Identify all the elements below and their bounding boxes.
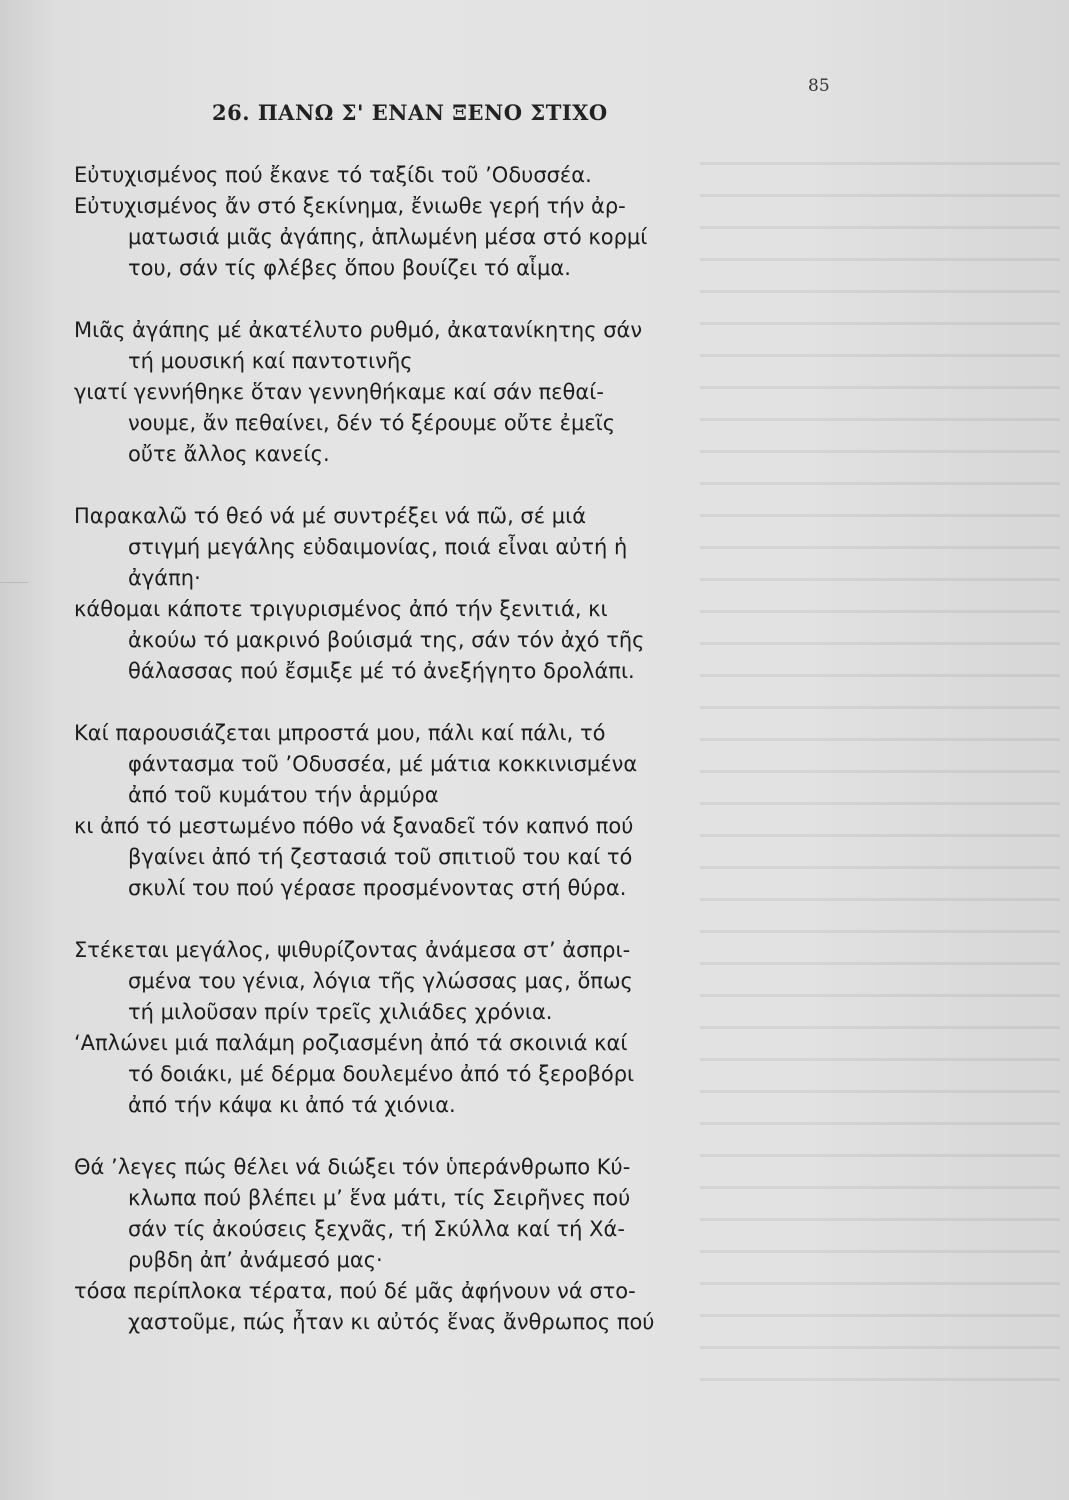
poem-line: σμένα του γένια, λόγια τῆς γλώσσας μας, ὅπως bbox=[128, 969, 633, 993]
poem-line: νουμε, ἄν πεθαίνει, δέν τό ξέρουμε οὔτε ἐμεῖς bbox=[128, 411, 616, 435]
poem-line: Μιᾶς ἀγάπης μέ ἀκατέλυτο ρυθμό, ἀκατανίκητης σάν bbox=[74, 318, 643, 342]
poem-line: κλωπα πού βλέπει μ’ ἕνα μάτι, τίς Σειρῆνες πού bbox=[128, 1186, 631, 1210]
page-number: 85 bbox=[808, 76, 830, 96]
stanza bbox=[74, 315, 714, 470]
poem-line: χαστοῦμε, πώς ἦταν κι αὐτός ἕνας ἄνθρωπος πού bbox=[128, 1310, 655, 1334]
stanza bbox=[74, 501, 714, 687]
poem-line: τό δοιάκι, μέ δέρμα δουλεμένο ἀπό τό ξεροβόρι bbox=[128, 1062, 635, 1086]
poem-line: Εὐτυχισμένος ἄν στό ξεκίνημα, ἔνιωθε γερή τήν ἀρ- bbox=[74, 194, 626, 218]
reverse-side-bleed-through bbox=[700, 140, 1060, 1400]
poem-line: σάν τίς ἀκούσεις ξεχνᾶς, τή Σκύλλα καί τή Χά- bbox=[128, 1217, 625, 1241]
poem-line: βγαίνει ἀπό τή ζεστασιά τοῦ σπιτιοῦ του καί τό bbox=[128, 845, 633, 869]
poem-line: οὔτε ἄλλος κανείς. bbox=[128, 442, 330, 466]
poem-line: Στέκεται μεγάλος, ψιθυρίζοντας ἀνάμεσα στ’ ἀσπρι- bbox=[74, 938, 631, 962]
stanza bbox=[74, 1152, 714, 1338]
poem-line: ματωσιά μιᾶς ἀγάπης, ἁπλωμένη μέσα στό κορμί bbox=[128, 225, 648, 249]
stanza bbox=[74, 160, 714, 284]
poem-title: 26. ΠΑΝΩ Σ' ΕΝΑΝ ΞΕΝΟ ΣΤΙΧΟ bbox=[212, 100, 608, 125]
poem-line: ἀγάπη· bbox=[128, 566, 201, 590]
page-fold-mark bbox=[0, 582, 28, 607]
poem-line: Εὐτυχισμένος πού ἔκανε τό ταξίδι τοῦ ’Οδυσσέα. bbox=[74, 163, 592, 187]
poem-line: Θά ’λεγες πώς θέλει νά διώξει τόν ὑπεράνθρωπο Κύ- bbox=[74, 1155, 631, 1179]
poem-line: ἀπό τήν κάψα κι ἀπό τά χιόνια. bbox=[128, 1093, 456, 1117]
poem-line: του, σάν τίς φλέβες ὅπου βουίζει τό αἷμα. bbox=[128, 256, 571, 280]
poem-line: γιατί γεννήθηκε ὅταν γεννηθήκαμε καί σάν πεθαί- bbox=[74, 380, 604, 404]
poem-line: ρυβδη ἀπ’ ἀνάμεσό μας· bbox=[128, 1248, 383, 1272]
poem-line: ἀπό τοῦ κυμάτου τήν ἁρμύρα bbox=[128, 783, 439, 807]
poem-line: Παρακαλῶ τό θεό νά μέ συντρέξει νά πῶ, σέ μιά bbox=[74, 504, 587, 528]
poem-line: τή μιλοῦσαν πρίν τρεῖς χιλιάδες χρόνια. bbox=[128, 1000, 553, 1024]
poem-line: φάντασμα τοῦ ’Οδυσσέα, μέ μάτια κοκκινισμένα bbox=[128, 752, 638, 776]
poem-line: τή μουσική καί παντοτινῆς bbox=[128, 349, 413, 373]
poem-line: Καί παρουσιάζεται μπροστά μου, πάλι καί πάλι, τό bbox=[74, 721, 606, 745]
poem-line: θάλασσας πού ἔσμιξε μέ τό ἀνεξήγητο δρολάπι. bbox=[128, 659, 635, 683]
poem-line: στιγμή μεγάλης εὐδαιμονίας, ποιά εἶναι αὐτή ἡ bbox=[128, 535, 628, 559]
stanza bbox=[74, 935, 714, 1121]
poem-line: σκυλί του πού γέρασε προσμένοντας στή θύρα. bbox=[128, 876, 627, 900]
poem-line: ‘Απλώνει μιά παλάμη ροζιασμένη ἀπό τά σκοινιά καί bbox=[74, 1031, 628, 1055]
poem-line: κι ἀπό τό μεστωμένο πόθο νά ξαναδεῖ τόν καπνό πού bbox=[74, 814, 634, 838]
poem-line: ἀκούω τό μακρινό βούισμά της, σάν τόν ἀχό τῆς bbox=[128, 628, 645, 652]
poem-body bbox=[74, 160, 714, 1369]
poem-line: κάθομαι κάποτε τριγυρισμένος ἀπό τήν ξενιτιά, κι bbox=[74, 597, 608, 621]
stanza bbox=[74, 718, 714, 904]
poem-line: τόσα περίπλοκα τέρατα, πού δέ μᾶς ἀφήνουν νά στο- bbox=[74, 1279, 636, 1303]
